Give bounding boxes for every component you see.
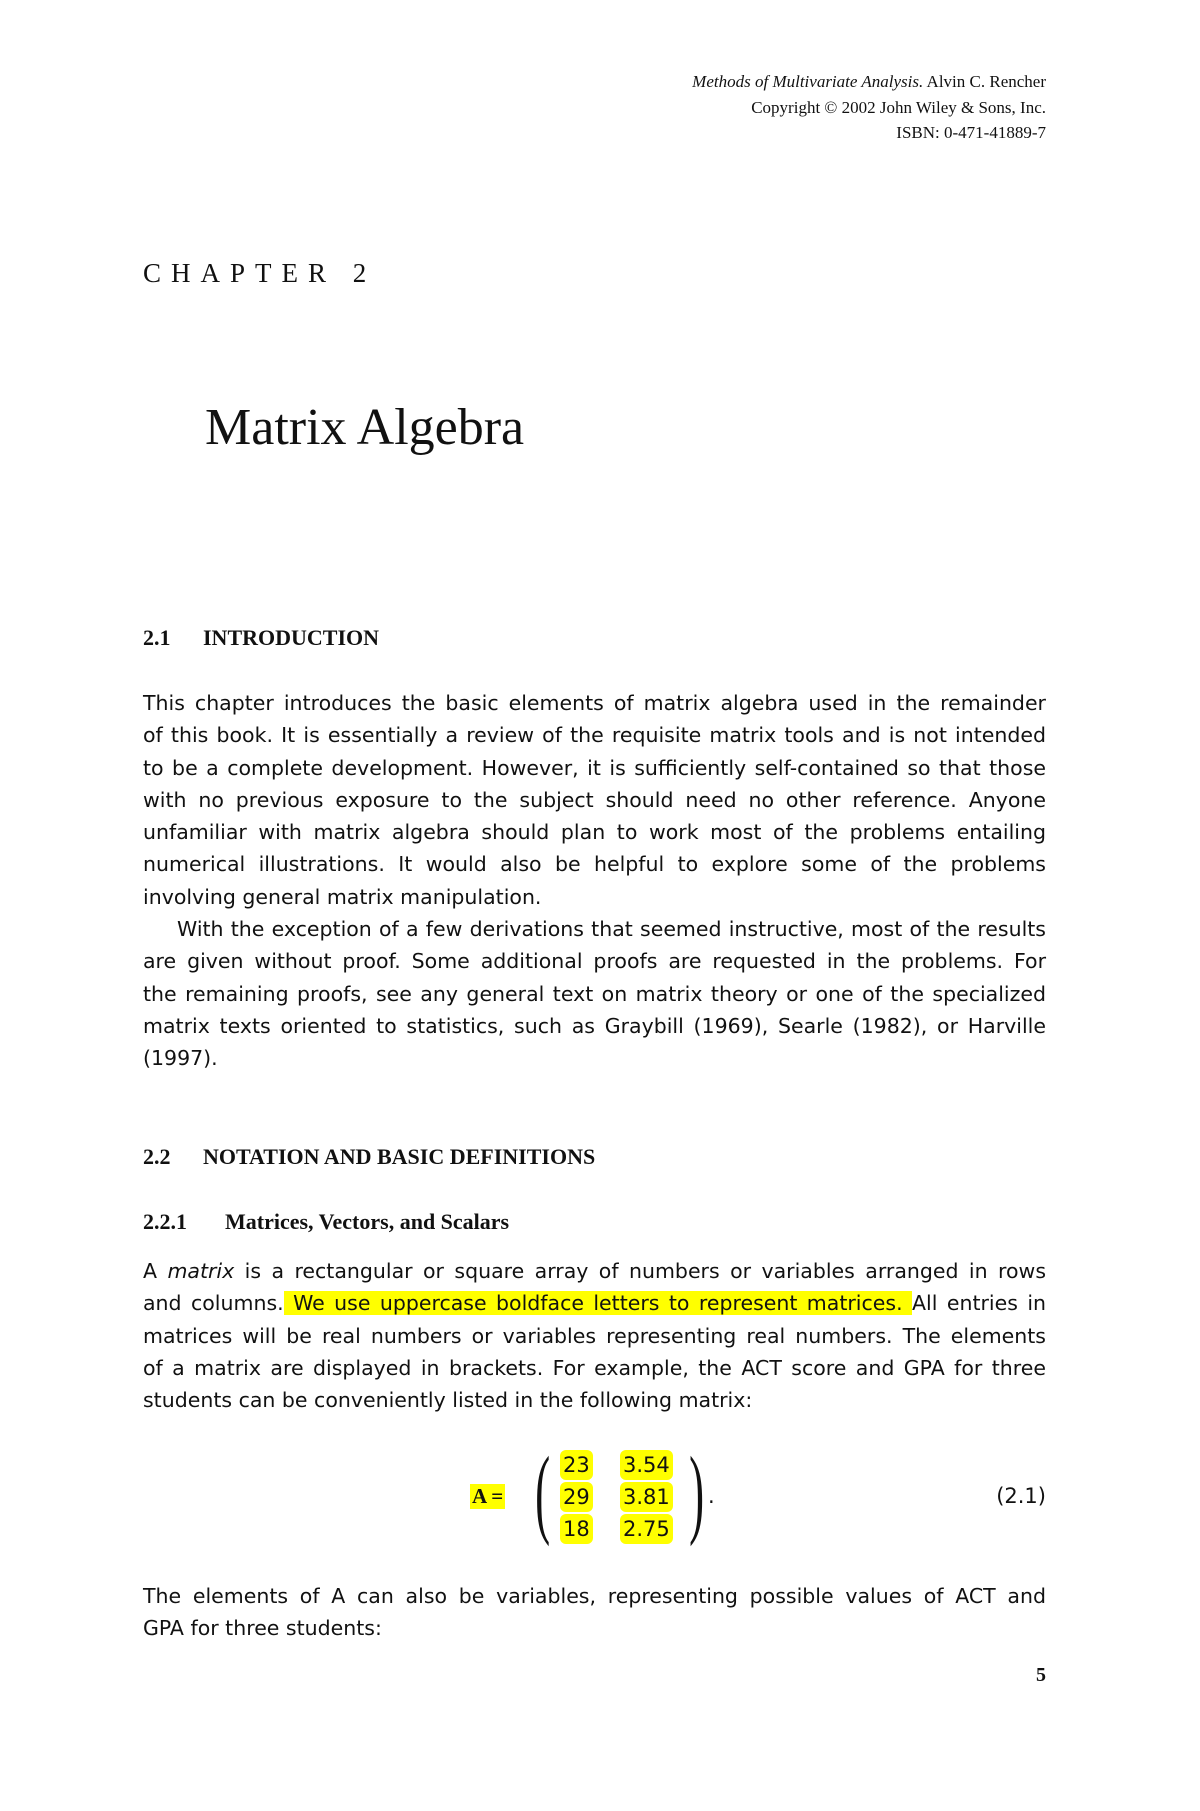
text-line: of this book. It is essentially a review of the requisite matrix tools and is not intended [143, 723, 1046, 748]
section-number: 2.2.1 [143, 1209, 187, 1234]
running-header-title [692, 72, 1046, 92]
matrices-paragraph [143, 1255, 1046, 1416]
text-line: students can be conveniently listed in the following matrix: [143, 1388, 753, 1413]
matrix-name: A = [472, 1484, 504, 1508]
text-line: This chapter introduces the basic elements of matrix algebra used in the remainder [143, 691, 1046, 715]
matrix-cell: 2.75 [620, 1514, 673, 1544]
highlighted-text: We use uppercase boldface letters to represent matrices. [283, 1291, 913, 1316]
page-number: 5 [1036, 1664, 1046, 1686]
text-line: of a matrix are displayed in brackets. For example, the ACT score and GPA for three [143, 1355, 1046, 1380]
text-line: are given without proof. Some additional proofs are requested in the problems. For [143, 949, 1046, 974]
section-title: Matrices, Vectors, and Scalars [225, 1209, 510, 1234]
matrix-cell: 29 [560, 1482, 593, 1512]
section-title: INTRODUCTION [203, 625, 380, 650]
subsection-heading-2-2-1 [143, 1209, 509, 1235]
emphasis-term: matrix [167, 1259, 235, 1283]
section-number: 2.1 [143, 625, 171, 650]
book-title: Methods of Multivariate Analysis. [692, 72, 924, 91]
matrix-cell: 3.54 [620, 1450, 673, 1480]
text-line: The elements of A can also be variables, representing possible values of ACT and [143, 1584, 1046, 1608]
matrix-cell: 18 [560, 1514, 593, 1544]
equation-2-1 [470, 1436, 1046, 1560]
text-line: involving general matrix manipulation. [143, 884, 542, 909]
text: All entries in [912, 1291, 1047, 1316]
matrix-cell: 3.81 [620, 1482, 673, 1512]
right-parenthesis: ) [689, 1436, 705, 1547]
text-line: (1997). [143, 1046, 218, 1071]
text: is a rectangular or square array of numbers or variables arranged in rows [234, 1259, 1046, 1283]
period: . [708, 1484, 715, 1508]
chapter-label: CHAPTER 2 [143, 258, 377, 288]
text-line: to be a complete development. However, it is sufficiently self-contained so that those [143, 755, 1046, 780]
text-line: unfamiliar with matrix algebra should plan to work most of the problems entailing [143, 820, 1046, 845]
after-equation-paragraph [143, 1580, 1046, 1645]
intro-paragraph-1 [143, 687, 1046, 1075]
matrix-cell: 23 [560, 1450, 593, 1480]
text-line: numerical illustrations. It would also be helpful to explore some of the problems [143, 852, 1046, 877]
text-line: the remaining proofs, see any general text on matrix theory or one of the specialized [143, 981, 1046, 1006]
text-line: matrices will be real numbers or variables representing real numbers. The elements [143, 1323, 1046, 1348]
author: Alvin C. Rencher [926, 72, 1046, 91]
text-line: with no previous exposure to the subject should need no other reference. Anyone [143, 787, 1046, 812]
section-title: NOTATION AND BASIC DEFINITIONS [203, 1144, 596, 1169]
chapter-title: Matrix Algebra [205, 399, 525, 456]
isbn-line: ISBN: 0-471-41889-7 [896, 123, 1046, 142]
copyright-line: Copyright © 2002 John Wiley & Sons, Inc. [751, 98, 1046, 117]
left-parenthesis: ( [535, 1436, 551, 1547]
text: and columns. [143, 1291, 284, 1316]
section-heading-2-1 [143, 625, 379, 651]
text-line: matrix texts oriented to statistics, such as Graybill (1969), Searle (1982), or Harville [143, 1013, 1046, 1038]
text: A [143, 1259, 168, 1283]
text-line: With the exception of a few derivations that seemed instructive, most of the results [177, 917, 1046, 942]
section-number: 2.2 [143, 1144, 171, 1169]
section-heading-2-2 [143, 1144, 595, 1170]
equation-number: (2.1) [996, 1484, 1046, 1508]
text-line: GPA for three students: [143, 1616, 382, 1641]
